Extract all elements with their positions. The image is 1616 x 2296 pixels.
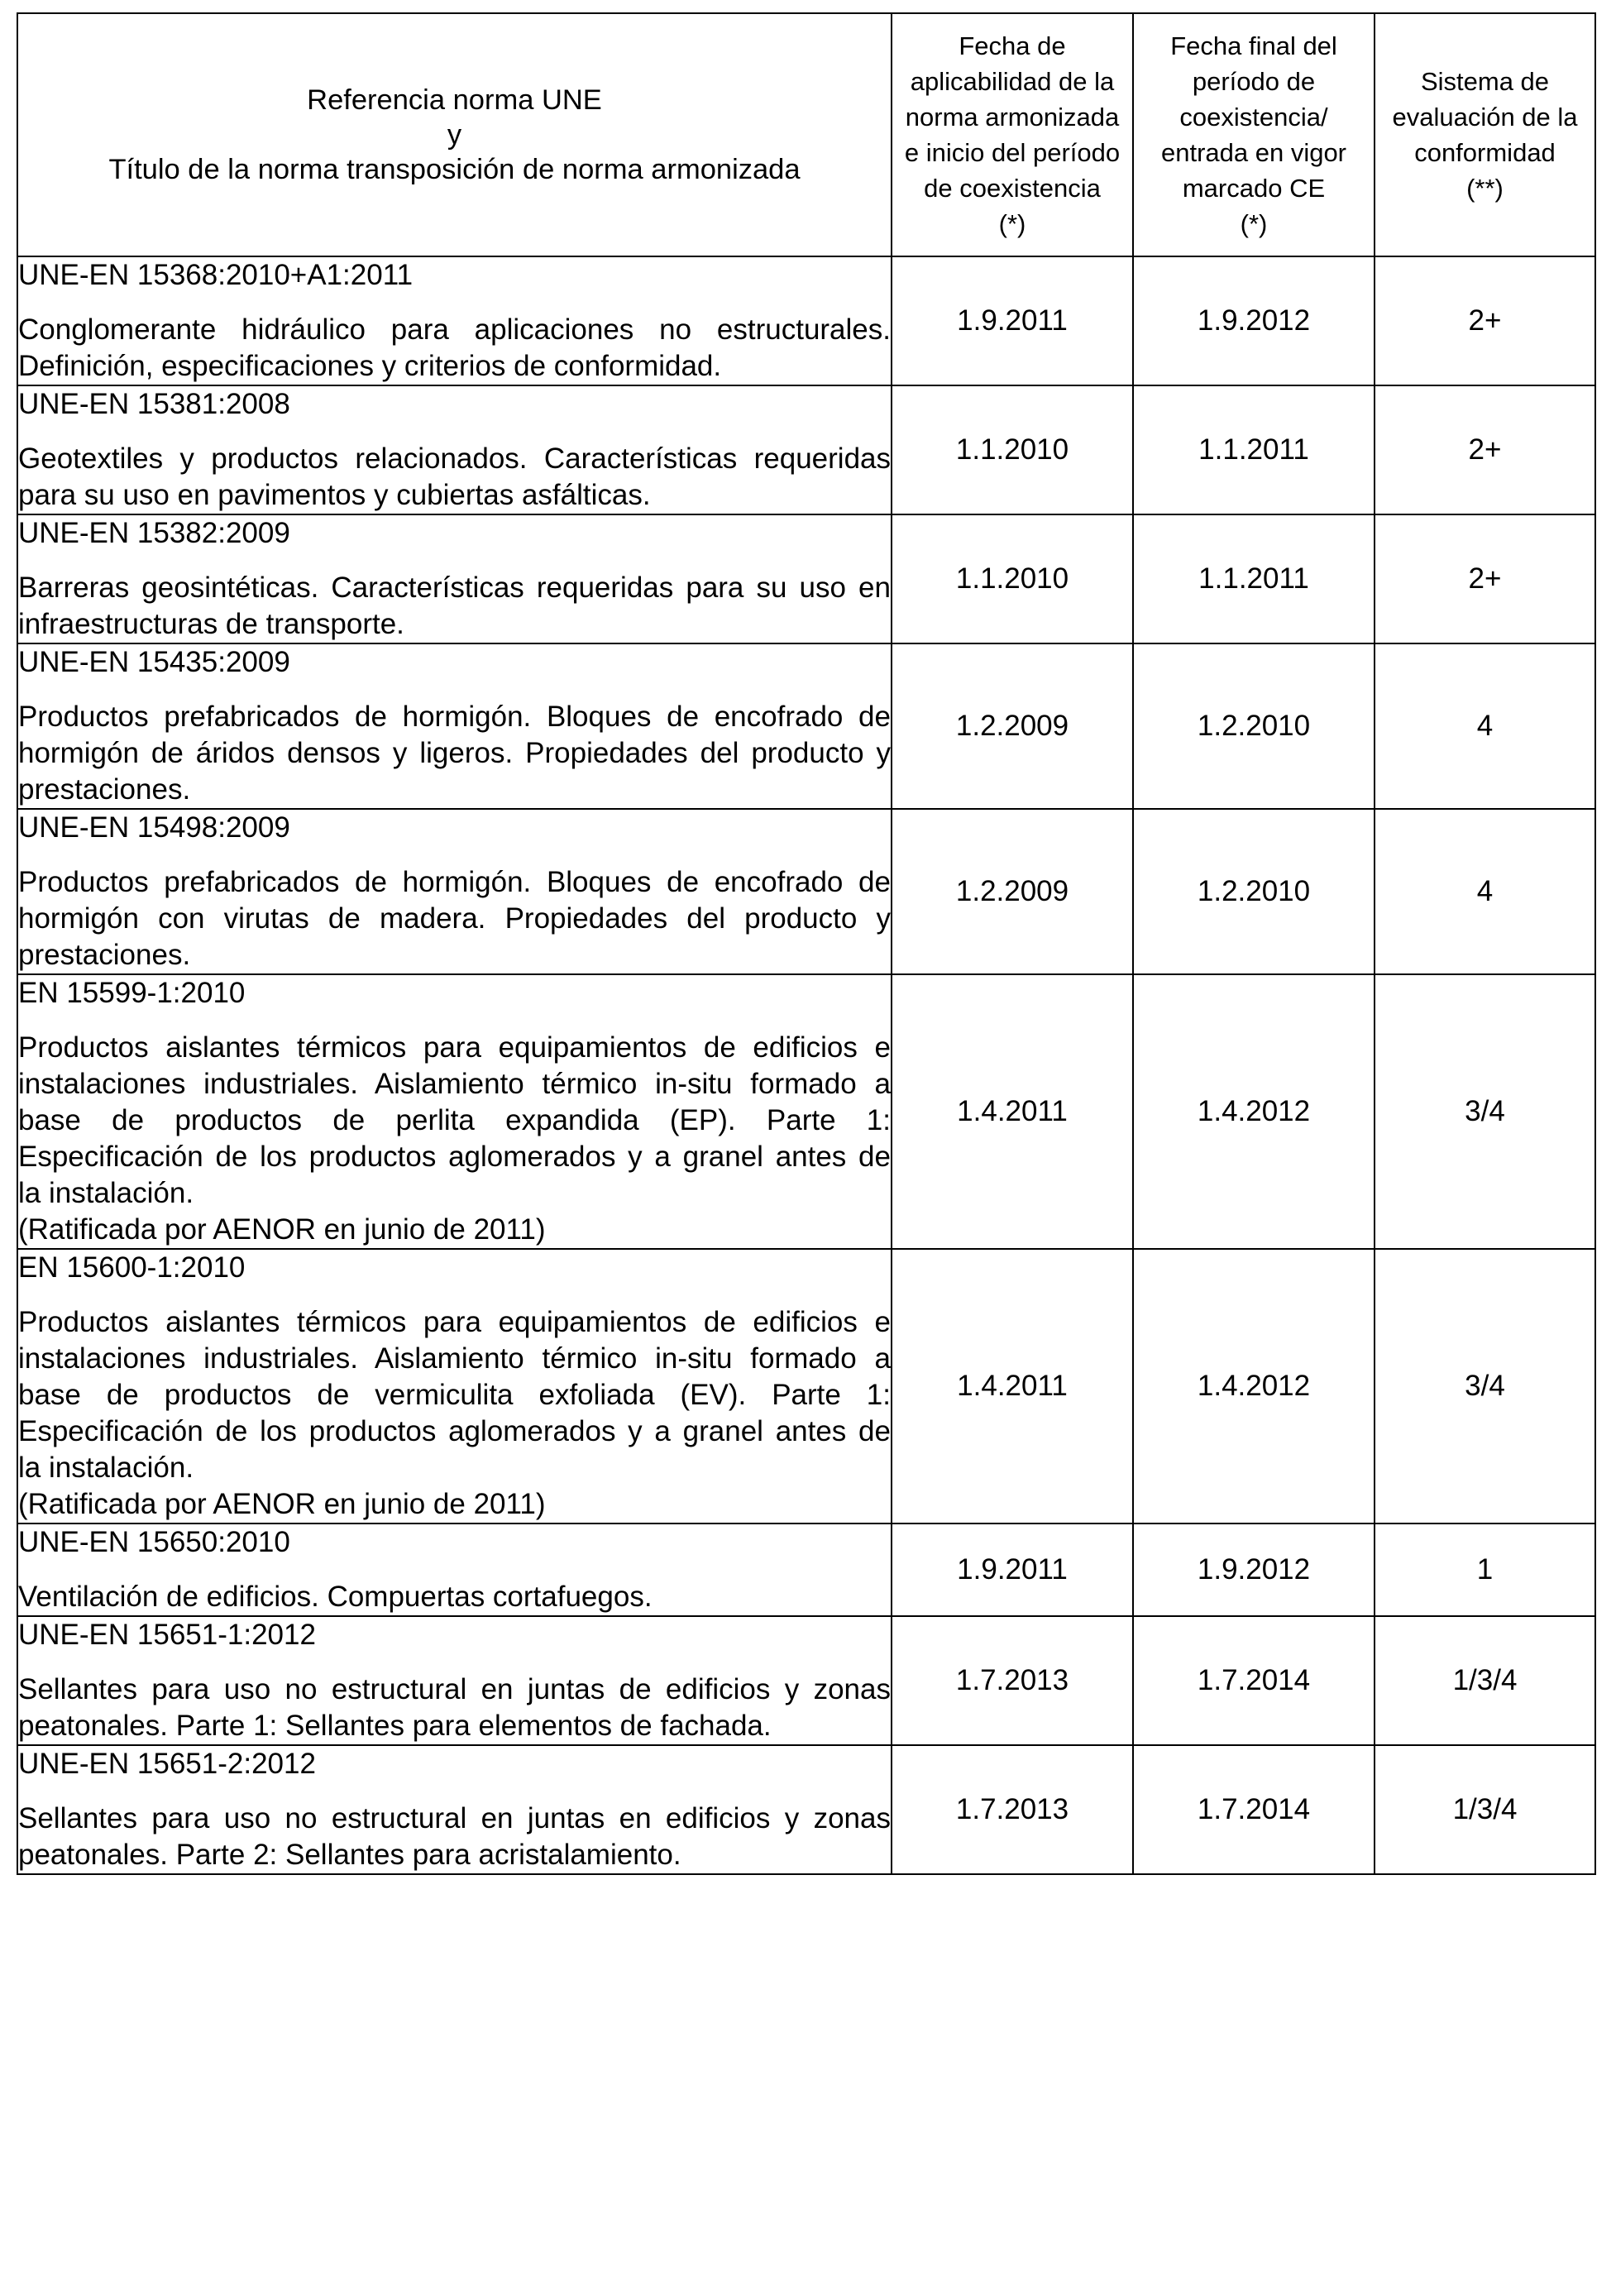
standard-title-line: infraestructuras de transporte.	[18, 608, 404, 640]
end-coexistence-date: 1.1.2011	[1133, 385, 1375, 514]
standard-code: UNE-EN 15651-2:2012	[18, 1748, 316, 1780]
standards-table	[17, 12, 1596, 1875]
conformity-system: 3/4	[1375, 974, 1595, 1249]
standard-title-line: Productos prefabricados de hormigón. Bloques de encofrado de	[18, 701, 891, 733]
header-conformity-system: Sistema de evaluación de la conformidad (**)	[1375, 13, 1595, 256]
standard-title-line: Productos prefabricados de hormigón. Bloques de encofrado de	[18, 866, 891, 898]
header-reference-title	[17, 13, 892, 256]
table-row	[17, 385, 1595, 514]
table-row	[17, 1745, 1595, 1874]
end-coexistence-date: 1.4.2012	[1133, 974, 1375, 1249]
standard-title	[18, 1579, 891, 1615]
standard-reference-cell	[17, 1249, 892, 1523]
applicability-date: 1.1.2010	[892, 514, 1133, 643]
conformity-system: 2+	[1375, 385, 1595, 514]
end-coexistence-date: 1.7.2014	[1133, 1745, 1375, 1874]
standard-reference-cell	[17, 1745, 892, 1874]
standard-title-line: Sellantes para uso no estructural en juntas de edificios y zonas	[18, 1673, 891, 1705]
standard-code: UNE-EN 15435:2009	[18, 646, 290, 678]
conformity-system: 3/4	[1375, 1249, 1595, 1523]
standard-title-line: Productos aislantes térmicos para equipamientos de edificios e	[18, 1306, 891, 1338]
standard-title	[18, 441, 891, 514]
standard-title-line: base de productos de perlita expandida (EP). Parte 1:	[18, 1104, 891, 1136]
table-body	[17, 256, 1595, 1874]
standard-code: EN 15599-1:2010	[18, 977, 246, 1009]
standard-title-line: prestaciones.	[18, 939, 191, 971]
standard-title-line: instalaciones industriales. Aislamiento térmico in-situ formado a	[18, 1068, 891, 1100]
table-row	[17, 809, 1595, 974]
applicability-date: 1.2.2009	[892, 643, 1133, 809]
standard-title	[18, 864, 891, 973]
standard-title-line: Conglomerante hidráulico para aplicaciones no estructurales.	[18, 313, 891, 346]
standard-code: UNE-EN 15381:2008	[18, 388, 290, 420]
standard-reference-cell	[17, 643, 892, 809]
table-row	[17, 643, 1595, 809]
standard-reference-cell	[17, 256, 892, 385]
table-row	[17, 256, 1595, 385]
standard-code: UNE-EN 15368:2010+A1:2011	[18, 259, 414, 291]
standard-title	[18, 1304, 891, 1486]
standard-title-line: Definición, especificaciones y criterios de conformidad.	[18, 350, 722, 382]
standard-reference-cell	[17, 514, 892, 643]
standard-title-line: Especificación de los productos aglomerados y a granel antes de	[18, 1415, 891, 1447]
conformity-system: 4	[1375, 809, 1595, 974]
standard-title	[18, 1672, 891, 1744]
standard-reference-cell	[17, 1523, 892, 1616]
standard-title-line: hormigón con virutas de madera. Propiedades del producto y	[18, 902, 891, 935]
table-row	[17, 974, 1595, 1249]
standard-title	[18, 699, 891, 808]
standard-title	[18, 1801, 891, 1873]
standard-reference-cell	[17, 385, 892, 514]
end-coexistence-date: 1.9.2012	[1133, 1523, 1375, 1616]
conformity-system: 1	[1375, 1523, 1595, 1616]
standard-title-line: instalaciones industriales. Aislamiento térmico in-situ formado a	[18, 1342, 891, 1375]
end-coexistence-date: 1.4.2012	[1133, 1249, 1375, 1523]
applicability-date: 1.4.2011	[892, 1249, 1133, 1523]
conformity-system: 4	[1375, 643, 1595, 809]
standard-title-line: la instalación.	[18, 1452, 194, 1484]
table-row	[17, 514, 1595, 643]
standard-code: EN 15600-1:2010	[18, 1251, 246, 1284]
standard-title-line: la instalación.	[18, 1177, 194, 1209]
header-reference-line: Referencia norma UNE	[307, 84, 602, 116]
standard-code: UNE-EN 15382:2009	[18, 517, 290, 549]
header-end-coexistence-date: Fecha final del período de coexistencia/ entrada en vigor marcado CE (*)	[1133, 13, 1375, 256]
standard-title-line: Ventilación de edificios. Compuertas cortafuegos.	[18, 1581, 653, 1613]
header-row	[17, 13, 1595, 256]
standard-reference-cell	[17, 1616, 892, 1745]
table-row	[17, 1523, 1595, 1616]
standard-reference-cell	[17, 809, 892, 974]
standard-title-line: peatonales. Parte 1: Sellantes para elementos de fachada.	[18, 1710, 772, 1742]
table-row	[17, 1616, 1595, 1745]
applicability-date: 1.9.2011	[892, 256, 1133, 385]
end-coexistence-date: 1.7.2014	[1133, 1616, 1375, 1745]
standard-title-line: Sellantes para uso no estructural en juntas en edificios y zonas	[18, 1802, 891, 1834]
standard-title-line: Geotextiles y productos relacionados. Características requeridas	[18, 442, 891, 475]
standard-title	[18, 1030, 891, 1212]
end-coexistence-date: 1.2.2010	[1133, 809, 1375, 974]
conformity-system: 2+	[1375, 514, 1595, 643]
conformity-system: 1/3/4	[1375, 1616, 1595, 1745]
applicability-date: 1.7.2013	[892, 1616, 1133, 1745]
standard-title-line: para su uso en pavimentos y cubiertas asfálticas.	[18, 479, 651, 511]
standard-title	[18, 312, 891, 385]
applicability-date: 1.4.2011	[892, 974, 1133, 1249]
conformity-system: 2+	[1375, 256, 1595, 385]
applicability-date: 1.2.2009	[892, 809, 1133, 974]
standard-title-line: peatonales. Parte 2: Sellantes para acristalamiento.	[18, 1839, 681, 1871]
standard-title-line: Barreras geosintéticas. Características requeridas para su uso en	[18, 572, 891, 604]
end-coexistence-date: 1.9.2012	[1133, 256, 1375, 385]
conformity-system: 1/3/4	[1375, 1745, 1595, 1874]
standard-title-line: base de productos de vermiculita exfoliada (EV). Parte 1:	[18, 1379, 891, 1411]
applicability-date: 1.1.2010	[892, 385, 1133, 514]
standard-title	[18, 570, 891, 643]
standard-reference-cell	[17, 974, 892, 1249]
applicability-date: 1.9.2011	[892, 1523, 1133, 1616]
standard-title-line: hormigón de áridos densos y ligeros. Propiedades del producto y	[18, 737, 891, 769]
end-coexistence-date: 1.1.2011	[1133, 514, 1375, 643]
applicability-date: 1.7.2013	[892, 1745, 1133, 1874]
standard-code: UNE-EN 15498:2009	[18, 811, 290, 844]
ratification-note: (Ratificada por AENOR en junio de 2011)	[18, 1488, 546, 1520]
standard-title-line: Especificación de los productos aglomerados y a granel antes de	[18, 1141, 891, 1173]
header-and-line: y	[447, 119, 462, 151]
standard-title-line: Productos aislantes térmicos para equipamientos de edificios e	[18, 1031, 891, 1064]
header-title-line: Título de la norma transposición de norma armonizada	[108, 154, 801, 185]
table-row	[17, 1249, 1595, 1523]
standard-title-line: prestaciones.	[18, 773, 191, 806]
standard-code: UNE-EN 15651-1:2012	[18, 1619, 316, 1651]
standard-code: UNE-EN 15650:2010	[18, 1526, 290, 1558]
end-coexistence-date: 1.2.2010	[1133, 643, 1375, 809]
ratification-note: (Ratificada por AENOR en junio de 2011)	[18, 1213, 546, 1246]
header-applicability-date: Fecha de aplicabilidad de la norma armonizada e inicio del período de coexistencia (*)	[892, 13, 1133, 256]
